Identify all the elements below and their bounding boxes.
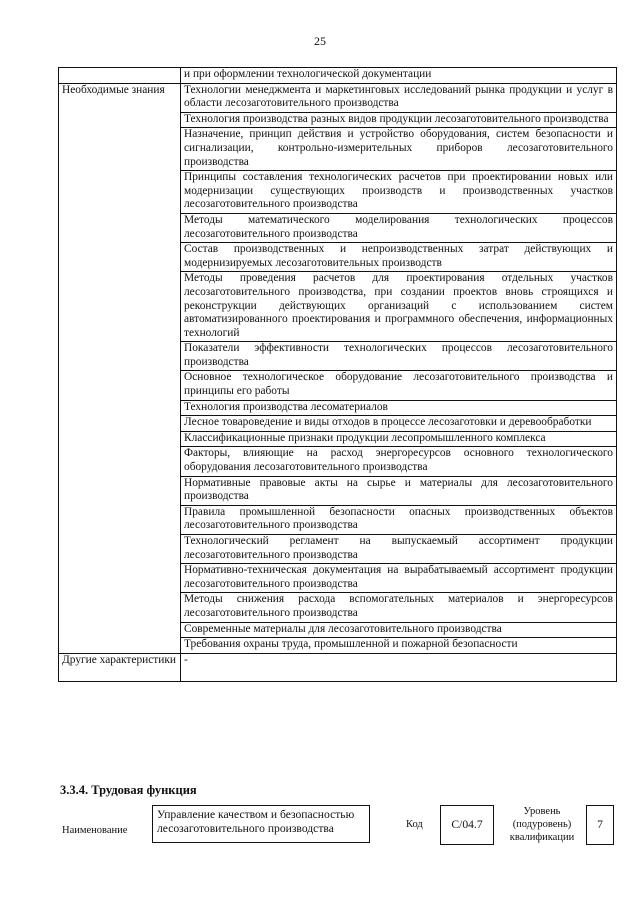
section-heading: 3.3.4. Трудовая функция xyxy=(60,783,197,797)
knowledge-item: Принципы составления технологических расчетов при проектировании новых или модернизации существующих производств и производственных участков лесозаготовительного производства xyxy=(181,171,617,214)
knowledge-item: Правила промышленной безопасности опасных производственных объектов лесозаготовительного производства xyxy=(181,505,617,534)
other-value: - xyxy=(181,653,617,681)
knowledge-item: Показатели эффективности технологических процессов лесозаготовительного производства xyxy=(181,342,617,371)
knowledge-item: Технологический регламент на выпускаемый ассортимент продукции лесозаготовительного производства xyxy=(181,535,617,564)
level-box xyxy=(586,805,614,845)
code-label: Код xyxy=(406,819,423,830)
knowledge-item: Нормативные правовые акты на сырье и материалы для лесозаготовительного производства xyxy=(181,476,617,505)
other-label: Другие характеристики xyxy=(59,653,181,681)
table-cell-empty xyxy=(59,68,181,84)
knowledge-item: Факторы, влияющие на расход энергоресурсов основного технологического оборудования лесозаготовительного производства xyxy=(181,447,617,476)
knowledge-item: Методы математического моделирования технологических процессов лесозаготовительного производства xyxy=(181,213,617,242)
function-name-box xyxy=(152,805,370,843)
page-number: 25 xyxy=(314,34,326,48)
knowledge-item: Технология производства разных видов продукции лесозаготовительного производства xyxy=(181,112,617,128)
knowledge-item: Состав производственных и непроизводственных затрат действующих и модернизируемых лесозаготовительных производств xyxy=(181,243,617,272)
name-label: Наименование xyxy=(62,825,128,836)
knowledge-item: Нормативно-техническая документация на вырабатываемый ассортимент продукции лесозаготовительного производства xyxy=(181,564,617,593)
knowledge-label: Необходимые знания xyxy=(59,83,181,653)
table-row xyxy=(59,83,617,112)
level-label: Уровень (подуровень) квалификации xyxy=(509,806,575,843)
continuation-text: и при оформлении технологической документации xyxy=(181,68,617,84)
knowledge-item: Требования охраны труда, промышленной и пожарной безопасности xyxy=(181,638,617,654)
knowledge-item: Технология производства лесоматериалов xyxy=(181,400,617,416)
code-box xyxy=(440,805,494,845)
knowledge-item: Классификационные признаки продукции лесопромышленного комплекса xyxy=(181,431,617,447)
table-row xyxy=(59,68,617,84)
knowledge-item: Современные материалы для лесозаготовительного производства xyxy=(181,622,617,638)
knowledge-item: Методы снижения расхода вспомогательных материалов и энергоресурсов лесозаготовительного производства xyxy=(181,593,617,622)
function-name-value: Управление качеством и безопасностью лесозаготовительного производства xyxy=(157,808,355,835)
code-value: С/04.7 xyxy=(451,818,483,831)
knowledge-table xyxy=(58,67,617,682)
table-row xyxy=(59,653,617,681)
knowledge-item: Лесное товароведение и виды отходов в процессе лесозаготовки и деревообработки xyxy=(181,416,617,432)
level-value: 7 xyxy=(597,818,603,831)
knowledge-item: Технологии менеджмента и маркетинговых исследований рынка продукции и услуг в области лесозаготовительного производства xyxy=(181,83,617,112)
labor-function-row xyxy=(58,805,618,855)
knowledge-item: Методы проведения расчетов для проектирования отдельных участков лесозаготовительного производства, при создании проектов вновь строящихся и реконструкции действующих организаций с использованием систем автоматизированного проектирования и программного обеспечения, информационных технологий xyxy=(181,272,617,342)
knowledge-item: Назначение, принцип действия и устройство оборудования, систем безопасности и сигнализации, контрольно-измерительных приборов лесозаготовительного производства xyxy=(181,128,617,171)
knowledge-item: Основное технологическое оборудование лесозаготовительного производства и принципы его работы xyxy=(181,371,617,400)
